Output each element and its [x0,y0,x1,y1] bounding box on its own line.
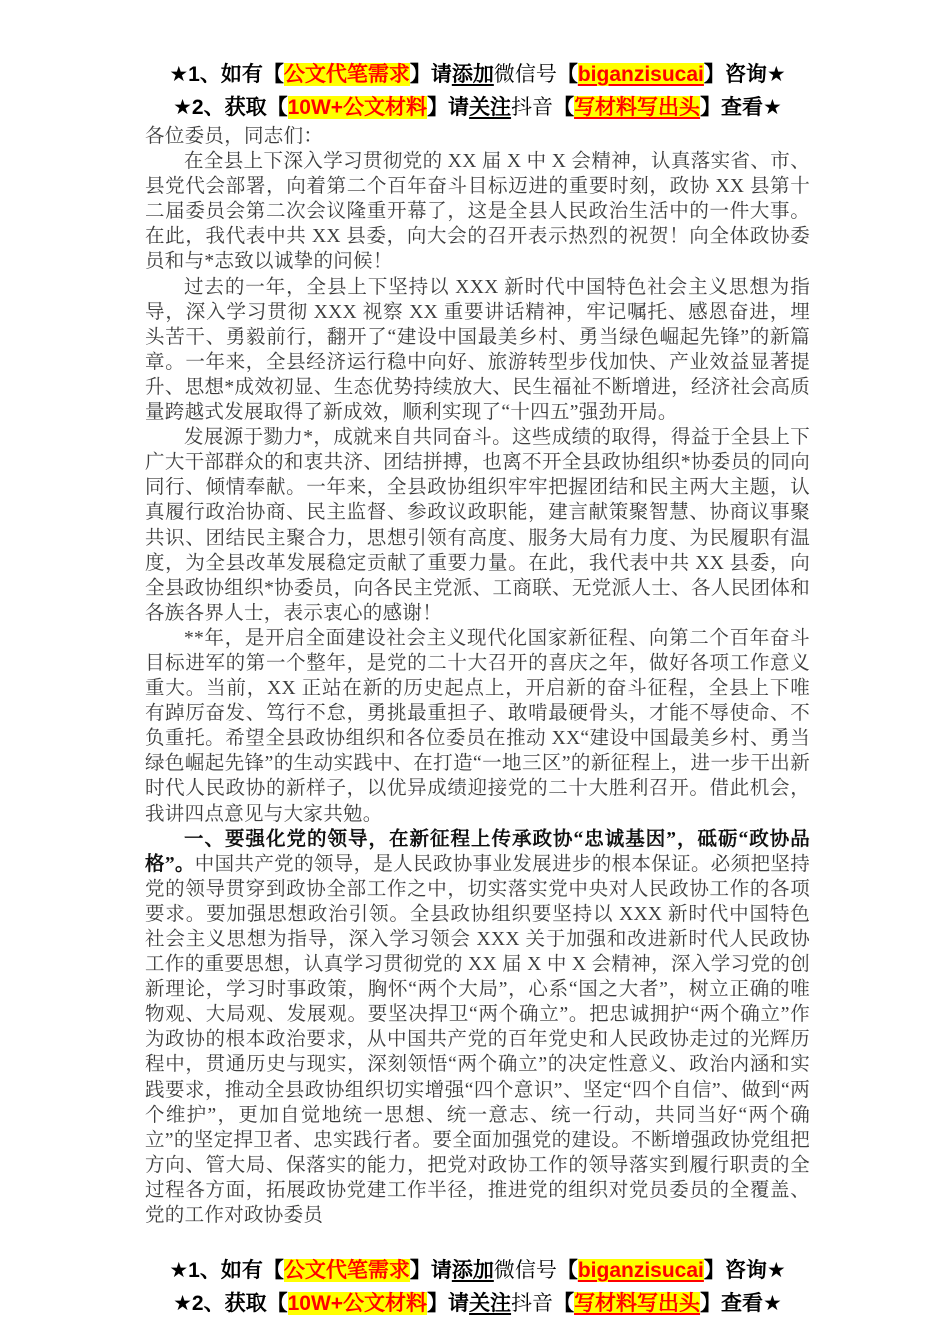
promo-text: 】查看★ [700,1292,782,1316]
paragraph-opening: 在全县上下深入学习贯彻党的 XX 届 X 中 X 会精神，认真落实省、市、县党代会部署，向着第二个百年奋斗目标迈进的重要时刻，政协 XX 县第十二届委员会第二次会议隆重开幕了，这是全县人民政治生活中的一件大事。在此，我代表中共 XX 县委，向大会的召开表示热烈的祝贺！向全体政协委员和与*志致以诚挚的问候！ [145,151,810,273]
section-1-text: 中国共产党的领导，是人民政协事业发展进步的根本保证。必须把坚持党的领导贯穿到政协全部工作之中，切实落实党中央对人民政协工作的各项要求。要加强思想政治引领。全县政协组织要坚持以 XXX 新时代中国特色社会主义思想为指导，深入学习领会 XXX 关于加强和改进新时代人民政协工作的重要思想，认真学习贯彻党的 XX 届 X 中 X 会精神，深入学习党的创新理论，学习时事政策，胸怀“两个大局”，心系“国之大者”，树立正确的唯物观、大局观、发展观。要坚决捍卫“两个确立”。把忠诚拥护“两个确立”作为政协的根本政治要求，从中国共产党的百年党史和人民政协走过的光辉历程中，贯通历史与现实，深刻领悟“两个确立”的决定性意义、政治内涵和实践要求，推动全县政协组织切实增强“四个意识”、坚定“四个自信”、做到“两个维护”，更加自觉地统一思想、统一意志、统一行动，共同当好“两个确立”的坚定捍卫者、忠实践行者。要全面加强党的建设。不断增强政协党组把方向、管大局、保落实的能力，把党对政协工作的领导落实到履行职责的全过程各方面，拓展政协党建工作半径，推进党的组织对党员委员的全覆盖、党的工作对政协委员 [145,853,810,1227]
promo-line-1 [145,1254,810,1287]
promo-highlight: 公文代笔需求 [283,63,410,86]
promo-text: 微信号 [493,1259,557,1283]
salutation: 各位委员，同志们： [145,126,324,147]
promo-wechat-id: biganzisucai [577,63,704,86]
section-1 [145,827,810,1229]
promo-douyin-id: 写材料写出头 [574,1292,701,1316]
promo-text: 【 [556,1259,578,1283]
promo-banner-top [145,58,810,124]
promo-underline-text: 添加 [451,63,494,86]
promo-text: 】请 [427,96,470,119]
paragraph-outlook: **年，是开启全面建设社会主义现代化国家新征程、向第二个百年奋斗目标进军的第一个整年，是党的二十大召开的喜庆之年，做好各项工作意义重大。当前，XX 正站在新的历史起点上，开启新的奋斗征程，全县上下唯有踔厉奋发、笃行不怠，勇挑最重担子、敢啃最硬骨头，才能不辱使命、不负重托。希望全县政协组织和各位委员在推动 XX“建设中国最美乡村、勇当绿色崛起先锋”的生动实践中、在打造“一地三区”的新征程上，进一步干出新时代人民政协的新样子，以优异成绩迎接党的二十大胜利召开。借此机会，我讲四点意见与大家共勉。 [145,627,810,825]
promo-line-2 [145,1287,810,1320]
paragraph-review-year: 过去的一年，全县上下坚持以 XXX 新时代中国特色社会主义思想为指导，深入学习贯彻 XXX 视察 XX 重要讲话精神，牢记嘱托、感恩奋进，埋头苦干、勇毅前行，翻开了“建设中国最美乡村、勇当绿色崛起先锋”的新篇章。一年来，全县经济运行稳中向好、旅游转型步伐加快、产业效益显著提升、思想*成效初显、生态优势持续放大、民生福祉不断增进，经济社会高质量跨越式发展取得了新成效，顺利实现了“十四五”强劲开局。 [145,276,810,424]
promo-text: 抖音 [511,1292,554,1316]
promo-highlight: 公文代笔需求 [283,1259,410,1283]
promo-line-1 [145,58,810,91]
promo-text: 】请 [409,1259,452,1283]
promo-text: 【 [553,96,575,119]
promo-highlight: 10W+公文材料 [287,96,428,119]
promo-text: 【 [553,1292,575,1316]
section-1-heading: 一、要强化党的领导，在新征程上传承政协“忠诚基因”，砥砺“政协品格”。 [145,828,810,875]
promo-text: 微信号 [493,63,557,86]
promo-text: ★1、如有【 [169,63,284,86]
promo-underline-text: 关注 [469,96,512,119]
promo-highlight: 10W+公文材料 [287,1292,428,1316]
promo-douyin-id: 写材料写出头 [574,96,701,119]
promo-text: 】咨询★ [703,1259,786,1283]
speech-body [145,124,810,1228]
promo-underline-text: 添加 [451,1259,494,1283]
promo-text: 】请 [409,63,452,86]
promo-text: ★2、获取【 [173,96,288,119]
promo-text: 【 [556,63,578,86]
promo-text: ★1、如有【 [169,1259,284,1283]
promo-banner-bottom [145,1254,810,1320]
promo-wechat-id: biganzisucai [577,1259,704,1283]
promo-text: 抖音 [511,96,554,119]
promo-text: ★2、获取【 [173,1292,288,1316]
promo-underline-text: 关注 [469,1292,512,1316]
promo-text: 】查看★ [700,96,782,119]
promo-line-2 [145,91,810,124]
promo-text: 】请 [427,1292,470,1316]
paragraph-thanks: 发展源于勠力*，成就来自共同奋斗。这些成绩的取得，得益于全县上下广大干部群众的和衷共济、团结拼搏，也离不开全县政协组织*协委员的同向同行、倾情奉献。一年来，全县政协组织牢牢把握团结和民主两大主题，认真履行政治协商、民主监督、参政议政职能，建言献策聚智慧、协商议事聚共识、团结民主聚合力，思想引领有高度、服务大局有力度、为民履职有温度，为全县改革发展稳定贡献了重要力量。在此，我代表中共 XX 县委，向全县政协组织*协委员，向各民主党派、工商联、无党派人士、各人民团体和各族各界人士，表示衷心的感谢！ [145,427,810,624]
promo-text: 】咨询★ [703,63,786,86]
